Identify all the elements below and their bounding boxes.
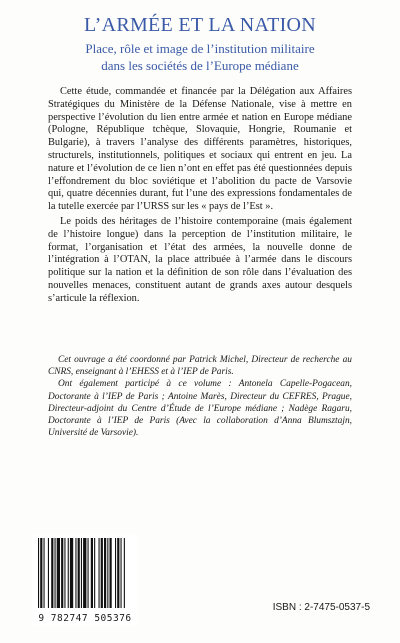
subtitle-line: Place, rôle et image de l’institution militaire [85,41,315,56]
barcode-bars-icon [32,534,138,612]
credits-paragraph: Cet ouvrage a été coordonné par Patrick Michel, Directeur de recherche au CNRS, enseignant à l’EHESS et à l’IEP de Paris. [48,355,352,378]
book-title: L’ARMÉE ET LA NATION [83,14,317,36]
book-subtitle [40,40,360,74]
summary-paragraph: Cette étude, commandée et financée par la Délégation aux Affaires Stratégiques du Ministère de la Défense Nationale, vise à mettre en perspective l’évolution du lien entre armée et nation en Europe médiane (Pologne, République tchèque, Slovaquie, Hongrie, Roumanie et Bulgarie), à travers l’analyse des différents paramètres, historiques, structurels, institutionnels, politiques et sociaux qui entrent en jeu. La nature et l’évolution de ce lien n’ont en effet pas été questionnées depuis l’effondrement du bloc soviétique et l’abolition du pacte de Varsovie qui, quatre décennies durant, fut l’une des expressions fondamentales de la tutelle exercée par l’URSS sur les « pays de l’Est ». [48,86,352,213]
subtitle-line: dans les sociétés de l’Europe médiane [101,58,299,73]
summary-text [48,86,352,308]
summary-paragraph: Le poids des héritages de l’histoire contemporaine (mais également de l’histoire longue) dans la perception de l’institution militaire, le format, l’organisation et l’état des armées, la nouvelle donne de l’intégration à l’OTAN, la place attribuée à l’armée dans le discours politique sur la nation et la définition de son rôle dans l’évaluation des nouvelles menaces, constituent autant de grands axes autour desquels s’articule la réflexion. [48,215,352,304]
credits-paragraph: Ont également participé à ce volume : Antonela Capelle-Pogacean, Doctorante à l’IEP de Paris ; Antoine Marès, Directeur du CEFRES, Prague, Directeur-adjoint du Centre d’Étude de l’Europe médiane ; Nadège Ragaru, Doctorante à l’IEP de Paris (Avec la collaboration d’Anna Blumsztajn, Université de Varsovie). [48,379,352,439]
barcode-number: 9 782747 505376 [38,613,132,624]
isbn: ISBN : 2-7475-0537-5 [272,602,370,613]
barcode [32,534,138,626]
credits-text [48,354,352,439]
